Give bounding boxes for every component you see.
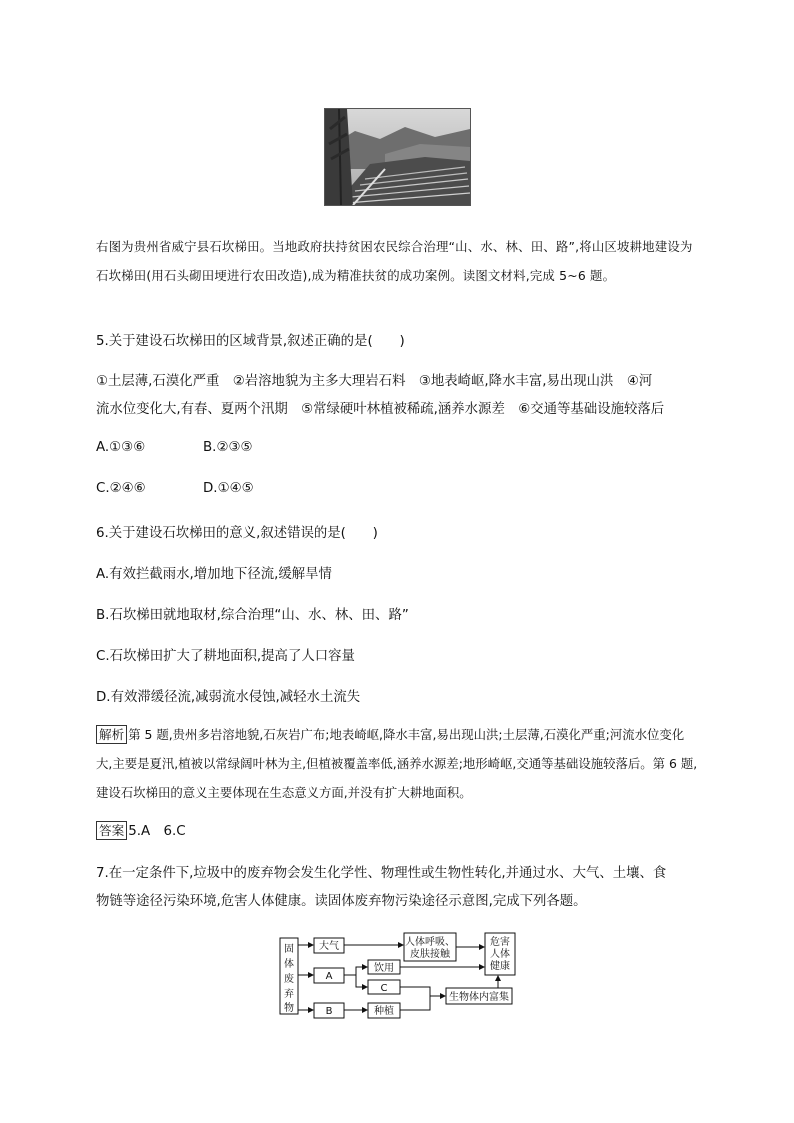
source-char-3: 废 <box>284 974 294 985</box>
question-5-option-b: B.②③⑤ <box>203 440 253 455</box>
breath-label-2: 皮肤接触 <box>410 949 450 960</box>
a-label: A <box>325 971 333 982</box>
source-char-5: 物 <box>284 1003 294 1014</box>
b-label: B <box>325 1006 333 1017</box>
harm-label-2: 人体 <box>490 949 510 960</box>
answer-line <box>96 820 186 840</box>
question-6-option-c: C.石坎梯田扩大了耕地面积,提高了人口容量 <box>96 649 355 664</box>
question-7-line2: 物链等途径污染环境,危害人体健康。读固体废弃物污染途径示意图,完成下列各题。 <box>96 894 587 909</box>
answer-text: 5.A 6.C <box>128 824 186 839</box>
plant-label: 种植 <box>374 1006 394 1017</box>
harm-label-group <box>490 935 510 972</box>
question-6-option-d: D.有效滞缓径流,减弱流水侵蚀,减轻水土流失 <box>96 690 361 705</box>
source-char-2: 体 <box>284 959 294 970</box>
analysis-paragraph <box>96 720 700 807</box>
intro-paragraph: 右图为贵州省威宁县石坎梯田。当地政府扶持贫困农民综合治理“山、水、林、田、路”,将山区坡耕地建设为石坎梯田(用石头砌田埂进行农田改造),成为精准扶贫的成功案例。读图文材料,完成 5~6 题。 <box>96 239 693 283</box>
question-6-option-b: B.石坎梯田就地取材,综合治理“山、水、林、田、路” <box>96 608 409 623</box>
question-5-option-a: A.①③⑥ <box>96 440 146 455</box>
solid-waste-pollution-diagram <box>270 928 530 1024</box>
question-5-stem: 5.关于建设石坎梯田的区域背景,叙述正确的是( ) <box>96 334 405 349</box>
question-7-line1: 7.在一定条件下,垃圾中的废弃物会发生化学性、物理性或生物性转化,并通过水、大气、土壤、食 <box>96 866 667 881</box>
answer-tag: 答案 <box>96 821 127 840</box>
analysis-text: 第 5 题,贵州多岩溶地貌,石灰岩广布;地表崎岖,降水丰富,易出现山洪;土层薄,石漠化严重;河流水位变化大,主要是夏汛,植被以常绿阔叶林为主,但植被覆盖率低,涵养水源差;地形崎岖,交通等基础设施较落后。第 6 题,建设石坎梯田的意义主要体现在生态意义方面,并没有扩大耕地面积。 <box>96 727 698 800</box>
analysis-tag: 解析 <box>96 725 127 744</box>
drink-label: 饮用 <box>374 963 394 974</box>
accum-label: 生物体内富集 <box>449 992 509 1003</box>
question-6-option-a: A.有效拦截雨水,增加地下径流,缓解旱情 <box>96 567 332 582</box>
terraced-field-photo <box>324 108 471 206</box>
harm-label-3: 健康 <box>490 961 510 972</box>
question-5-option-c: C.②④⑥ <box>96 481 146 496</box>
question-5-option-d: D.①④⑤ <box>203 481 254 496</box>
question-5-items-line2: 流水位变化大,有春、夏两个汛期 ⑤常绿硬叶林植被稀疏,涵养水源差 ⑥交通等基础设施较落后 <box>96 402 665 417</box>
question-5-items-line1: ①土层薄,石漠化严重 ②岩溶地貌为主多大理岩石料 ③地表崎岖,降水丰富,易出现山洪 ④河 <box>96 374 653 389</box>
question-6-stem: 6.关于建设石坎梯田的意义,叙述错误的是( ) <box>96 526 378 541</box>
air-label: 大气 <box>319 941 339 952</box>
source-char-1: 固 <box>284 944 294 955</box>
c-label: C <box>380 983 388 994</box>
terraced-field-image <box>325 109 470 205</box>
breath-label-1: 人体呼吸、 <box>405 937 455 948</box>
source-label-group <box>284 943 294 1014</box>
source-char-4: 弃 <box>284 989 294 1000</box>
harm-label-1: 危害 <box>490 937 510 948</box>
